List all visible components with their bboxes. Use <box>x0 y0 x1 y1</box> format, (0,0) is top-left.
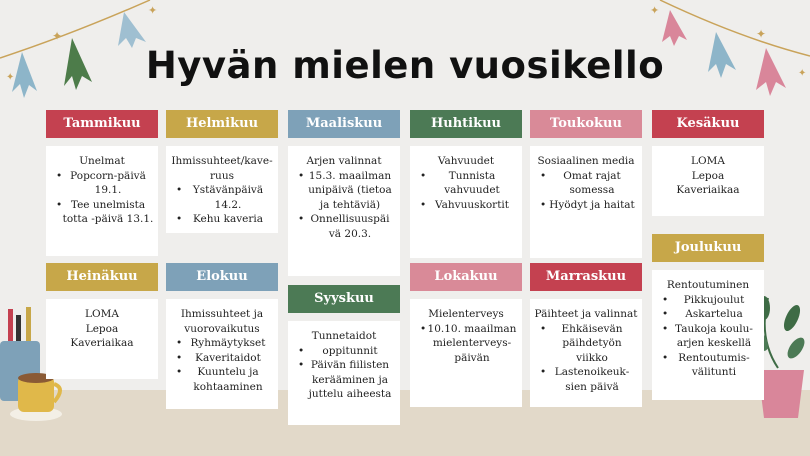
list-item: • Askartelua <box>656 307 760 322</box>
star-icon: ✦ <box>798 68 807 79</box>
month-content <box>530 146 642 258</box>
activity-list <box>656 293 760 380</box>
month-header: Kesäkuu <box>652 110 764 138</box>
month-card-joulukuu <box>652 234 764 400</box>
month-header: Lokakuu <box>410 263 522 291</box>
month-content <box>652 270 764 400</box>
month-card-kesakuu <box>652 110 764 216</box>
month-content <box>166 299 278 409</box>
star-icon: ✦ <box>650 4 660 17</box>
month-content <box>288 146 400 276</box>
month-theme: Arjen valinnat <box>306 155 382 167</box>
list-item: • Kehu kaveria <box>170 212 274 227</box>
star-icon: ✦ <box>756 27 767 41</box>
month-card-heinakuu <box>46 263 158 379</box>
list-item: • Kaveritaidot <box>170 351 274 366</box>
month-theme: Vahvuudet <box>437 155 495 167</box>
month-theme: Sosiaalinen media <box>537 155 635 167</box>
month-header: Tammikuu <box>46 110 158 138</box>
activity-list <box>414 322 518 366</box>
list-item: • Pikkujoulut <box>656 293 760 308</box>
month-card-syyskuu <box>288 285 400 425</box>
month-card-maaliskuu <box>288 110 400 276</box>
month-header: Huhtikuu <box>410 110 522 138</box>
activity-list <box>292 344 396 402</box>
month-content <box>46 146 158 256</box>
list-item: • Tunnista vahvuudet <box>414 169 518 198</box>
list-item: • oppitunnit <box>292 344 396 359</box>
list-item: • Ehkäisevän päihdetyön viikko <box>534 322 638 366</box>
month-card-marraskuu <box>530 263 642 407</box>
month-card-elokuu <box>166 263 278 409</box>
month-header: Elokuu <box>166 263 278 291</box>
month-header: Marraskuu <box>530 263 642 291</box>
month-card-toukokuu <box>530 110 642 258</box>
list-item: • Ryhmäytykset <box>170 336 274 351</box>
month-theme: Ihmissuhteet/kave-ruus <box>171 155 273 182</box>
month-content <box>288 321 400 425</box>
list-item: • Kuuntelu ja kohtaaminen <box>170 365 274 394</box>
month-content <box>166 146 278 233</box>
month-theme: Unelmat <box>79 155 125 167</box>
activity-list <box>170 336 274 394</box>
list-item: • Tee unelmista totta -päivä 13.1. <box>50 198 154 227</box>
list-item: • Päivän fiilisten kerääminen ja juttelu aiheesta <box>292 358 396 402</box>
month-card-tammikuu <box>46 110 158 256</box>
month-content <box>530 299 642 407</box>
page-title: Hyvän mielen vuosikello <box>145 44 665 87</box>
list-item: • Popcorn-päivä 19.1. <box>50 169 154 198</box>
star-icon: ✦ <box>52 29 63 43</box>
list-item: • Taukoja kouluarjen keskellä <box>656 322 760 351</box>
month-card-huhtikuu <box>410 110 522 258</box>
list-item: • Lastenoikeuk-sien päivä <box>534 365 638 394</box>
list-item: • Onnellisuuspäi vä 20.3. <box>292 212 396 241</box>
month-content <box>410 299 522 407</box>
activity-list <box>292 169 396 242</box>
list-item: • 15.3. maailman unipäivä (tietoa ja tehtäviä) <box>292 169 396 213</box>
month-theme: Ihmissuhteet ja vuorovaikutus <box>180 308 264 335</box>
list-item: • Rentoutumis-välitunti <box>656 351 760 380</box>
activity-list <box>50 169 154 227</box>
month-theme: Mielenterveys <box>428 308 504 320</box>
month-card-helmikuu <box>166 110 278 233</box>
month-header: Heinäkuu <box>46 263 158 291</box>
list-item: • 10.10. maailman mielenterveys-päivän <box>414 322 518 366</box>
month-theme: Rentoutuminen <box>666 279 750 291</box>
activity-list <box>170 183 274 227</box>
month-card-lokakuu <box>410 263 522 407</box>
month-content <box>46 299 158 379</box>
list-item: • Hyödyt ja haitat <box>534 198 638 213</box>
month-theme: LOMA Lepoa Kaveriaikaa <box>70 308 134 349</box>
month-header: Joulukuu <box>652 234 764 262</box>
month-content <box>410 146 522 258</box>
star-icon: ✦ <box>6 72 15 83</box>
list-item: • Ystävänpäivä 14.2. <box>170 183 274 212</box>
list-item: • Omat rajat somessa <box>534 169 638 198</box>
list-item: • Vahvuuskortit <box>414 198 518 213</box>
activity-list <box>534 169 638 213</box>
month-theme: Tunnetaidot <box>311 330 377 342</box>
month-header: Toukokuu <box>530 110 642 138</box>
month-theme: Päihteet ja valinnat <box>534 308 638 320</box>
activity-list <box>414 169 518 213</box>
star-icon: ✦ <box>148 4 158 17</box>
month-header: Syyskuu <box>288 285 400 313</box>
month-header: Helmikuu <box>166 110 278 138</box>
activity-list <box>534 322 638 395</box>
month-theme: LOMA Lepoa Kaveriaikaa <box>676 155 740 196</box>
month-content <box>652 146 764 216</box>
month-header: Maaliskuu <box>288 110 400 138</box>
